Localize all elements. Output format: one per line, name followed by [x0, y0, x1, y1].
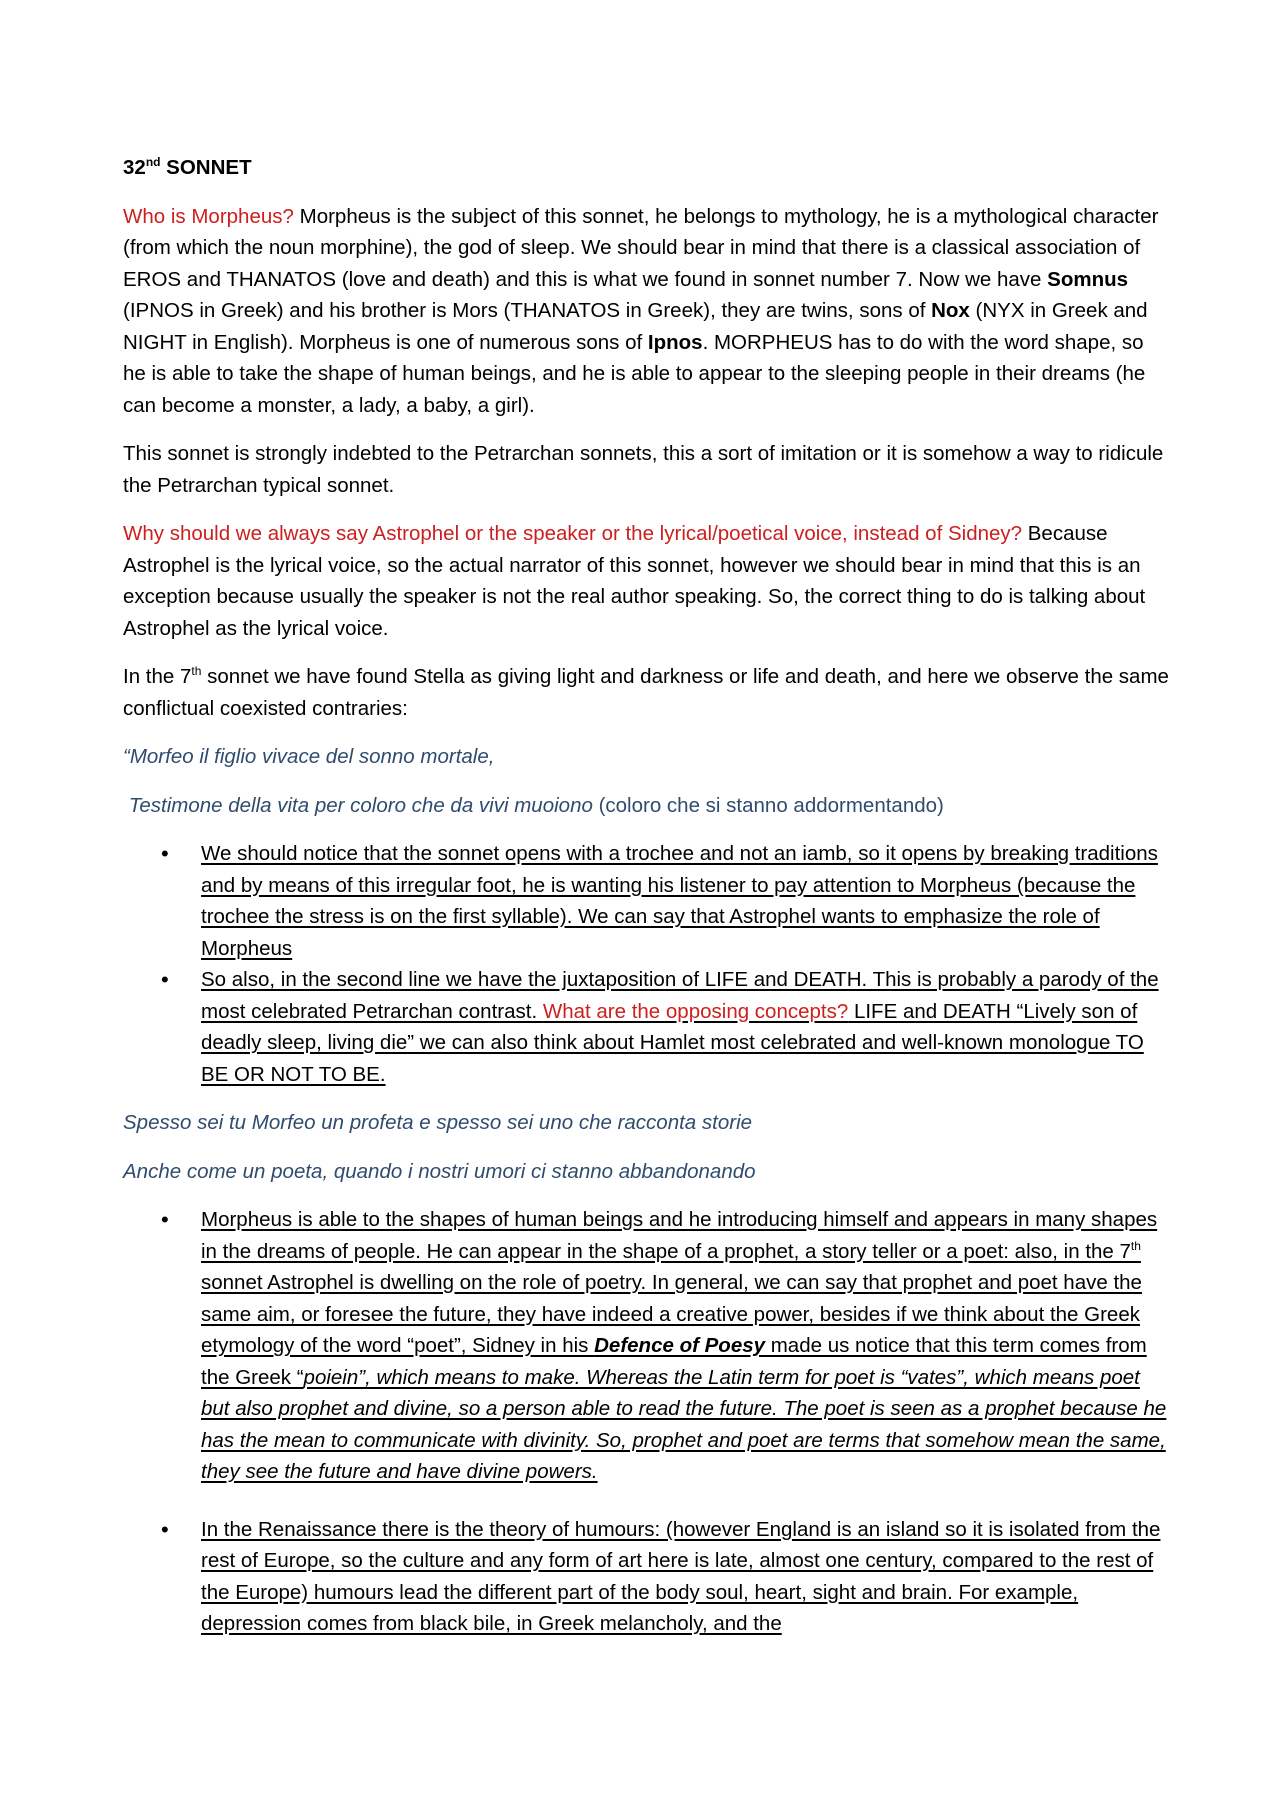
text-run: Morpheus is able to the shapes of human beings and he introducing himself and appears in many shapes in the dreams of people. He can appear in the shape of a prophet, a story teller or a poet: also, in the 7: [201, 1208, 1158, 1263]
italic-text-run: poiein”, which means to make. Whereas the Latin term for poet is “vates”, which means poet but also prophet and divine, so a person able to read the future. The poet is seen as a prophet because he has the mean to communicate with divinity. So, prophet and poet are terms that somehow mean the same, they see the future and have divine powers.: [201, 1365, 1167, 1483]
title-superscript: nd: [145, 155, 161, 170]
paragraph-seventh-sonnet: [123, 661, 1170, 724]
quote-line-4: Anche come un poeta, quando i nostri umori ci stanno abbandonando: [123, 1159, 756, 1183]
text-run: Because Astrophel is the lyrical voice, so the actual narrator of this sonnet, however we should bear in mind that this is an exception because usually the speaker is not the real author speaking. So, the correct thing to do is talking about Astrophel as the lyrical voice.: [123, 522, 1146, 640]
bold-term-nox: Nox: [931, 299, 970, 322]
text-run: So also, in the second line we have the juxtaposition of LIFE and DEATH. This is probably a parody of the most celebrated Petrarchan contrast.: [201, 968, 1159, 1023]
bullet-list-2: [123, 1204, 1170, 1640]
bold-term-somnus: Somnus: [1047, 267, 1129, 291]
question-who-is-morpheus: Who is Morpheus?: [123, 204, 294, 228]
quote-line-2: [123, 790, 1170, 822]
text-run: made us notice that this term comes from the Greek “: [201, 1334, 1147, 1389]
section-title: [123, 152, 1170, 184]
list-item: [123, 964, 1170, 1090]
quote-line-3: Spesso sei tu Morfeo un profeta e spesso sei uno che racconta storie: [123, 1111, 753, 1134]
text-run: (IPNOS in Greek) and his brother is Mors (THANATOS in Greek), they are twins, sons of: [123, 299, 932, 322]
superscript: th: [1130, 1238, 1141, 1253]
list-item: [123, 1204, 1170, 1488]
paragraph-morpheus: [123, 201, 1170, 422]
question-astrophel: Why should we always say Astrophel or the speaker or the lyrical/poetical voice, instead of Sidney?: [123, 522, 1023, 545]
text-run: LIFE and DEATH “Lively son of deadly sleep, living die” we can also think about Hamlet most celebrated and well-known monologue TO BE OR NOT TO BE.: [201, 999, 1144, 1086]
text-run: sonnet we have found Stella as giving light and darkness or life and death, and here we observe the same conflictual coexisted contraries:: [123, 665, 1169, 720]
text-run: In the 7: [123, 665, 192, 688]
book-title-defence-of-poesy: Defence of Poesy: [594, 1334, 766, 1357]
paragraph-petrarchan: This sonnet is strongly indebted to the Petrarchan sonnets, this a sort of imitation or it is somehow a way to ridicule the Petrarchan typical sonnet.: [123, 442, 1164, 497]
title-text: SONNET: [160, 156, 252, 179]
list-item: • In the Renaissance there is the theory of humours: (however England is an island so it is isolated from the rest of Europe, so the culture and any form of art here is late, almost one century, compared to the rest of the Europe) humours lead the different part of the body soul, heart, sight and brain. For example, depression comes from black bile, in Greek melancholy, and the: [123, 1514, 1170, 1640]
bold-term-ipnos: Ipnos: [647, 330, 703, 354]
superscript: th: [191, 664, 202, 679]
title-number: 32: [123, 156, 146, 179]
question-opposing-concepts: What are the opposing concepts?: [542, 999, 849, 1023]
text-run: . MORPHEUS has to do with the word shape, so he is able to take the shape of human beings, and he is able to appear to the sleeping people in their dreams (he can become a monster, a lady, a baby, a girl).: [123, 330, 1146, 417]
quote-line-1: “Morfeo il figlio vivace del sonno mortale,: [123, 745, 495, 768]
bullet-list-1: [123, 838, 1170, 1090]
text-run: sonnet Astrophel is dwelling on the role of poetry. In general, we can say that prophet and poet have the same aim, or foresee the future, they have indeed a creative power, besides if we think about the Greek etymology of the word “poet”, Sidney in his: [201, 1271, 1142, 1357]
text-run: (NYX in Greek and NIGHT in English). Morpheus is one of numerous sons of: [123, 299, 1148, 354]
text-run: Morpheus is the subject of this sonnet, he belongs to mythology, he is a mythological character (from which the noun morphine), the god of sleep. We should bear in mind that there is a classical association of EROS and THANATOS (love and death) and this is what we found in sonnet number 7. Now we have: [123, 204, 1159, 291]
list-item: • We should notice that the sonnet opens with a trochee and not an iamb, so it opens by breaking traditions and by means of this irregular foot, he is wanting his listener to pay attention to Morpheus (because the trochee the stress is on the first syllable). We can say that Astrophel wants to emphasize the role of Morpheus: [123, 838, 1170, 964]
quote-italic: Testimone della vita per coloro che da vivi muoiono: [128, 793, 593, 817]
quote-gloss: (coloro che si stanno addormentando): [592, 793, 944, 817]
paragraph-astrophel: [123, 518, 1170, 644]
